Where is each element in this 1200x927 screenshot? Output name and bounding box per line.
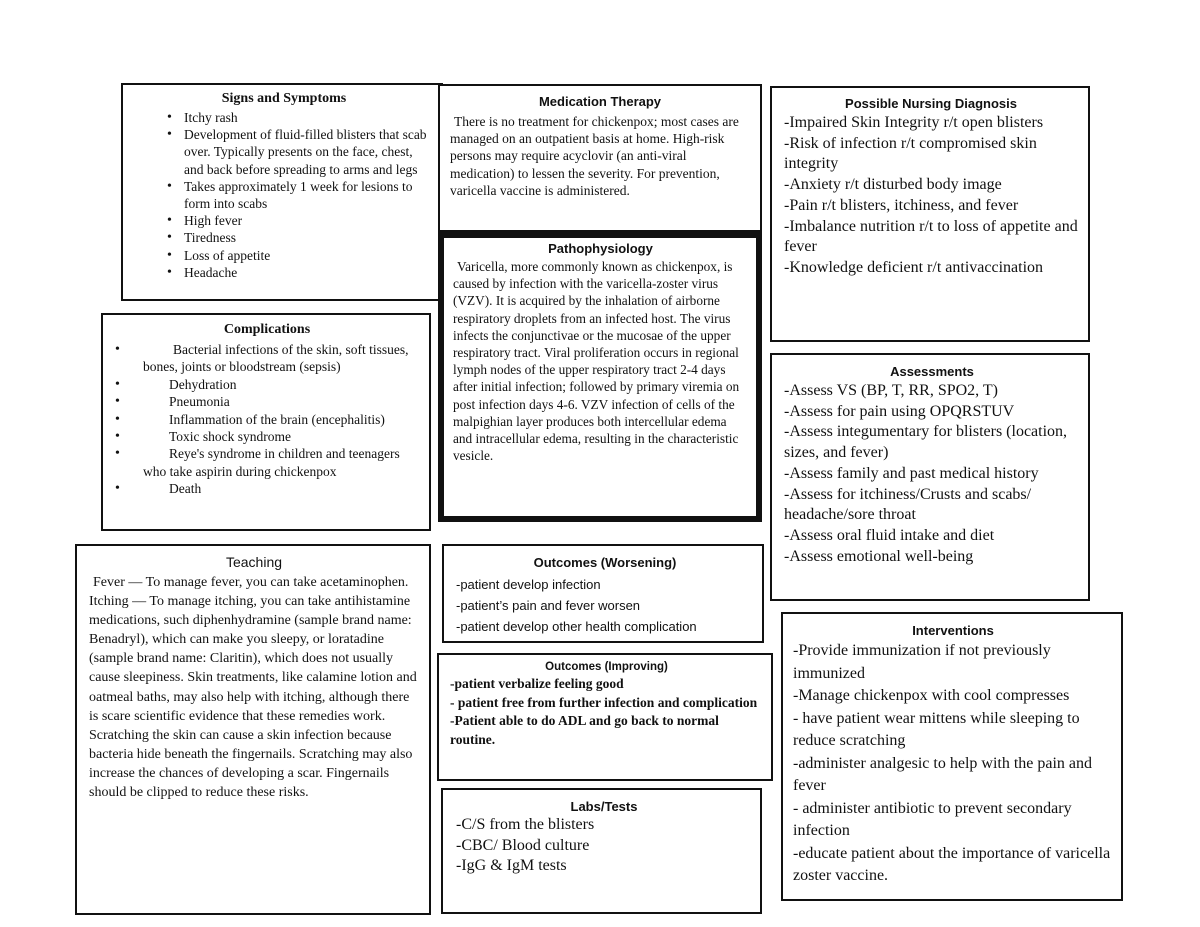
teaching-text	[89, 573, 419, 802]
list-item: -Impaired Skin Integrity r/t open blisters	[784, 114, 1044, 131]
complications-box	[101, 313, 431, 531]
interventions-title: Interventions	[912, 623, 994, 638]
list-item: -administer analgesic to help with the pain and fever	[793, 754, 1093, 794]
pathophysiology-text: Varicella, more commonly known as chickenpox, is caused by infection with the varicella-zoster virus (VZV). It is acquired by the inhalation of airborne respiratory droplets from an infected host. The virus infects the conjunctivae or the mucosae of the upper respiratory tract. Viral proliferation occurs in regional lymph nodes of the upper respiratory tract 2-4 days after initial infection; followed by primary viremia on post infection days 4-6. VZV infection of cells of the malpighian layer produces both intercellular edema and intracellular edema, resulting in the characteristic vesicle.	[453, 259, 740, 464]
medication-text: There is no treatment for chickenpox; most cases are managed on an outpatient basis at home. High-risk persons may require acyclovir (an anti-viral medication) to lessen the severity. For prevention, varicella vaccine is administered.	[450, 114, 739, 198]
list-item: -patient develop other health complication	[456, 619, 697, 634]
teaching-title: Teaching	[225, 554, 283, 570]
list-item: -educate patient about the importance of varicella zoster vaccine.	[793, 844, 1111, 884]
list-item	[135, 212, 433, 229]
teaching-paragraph: Scratching the skin can cause a skin infection because bacteria hide beneath the fingernails. Scratching may also increase the chances of developing a scar. Fingernails should be clipped to reduce these risks.	[89, 727, 413, 801]
list-item-text: Tiredness	[184, 230, 237, 246]
list-item: -Assess VS (BP, T, RR, SPO2, T)	[784, 382, 998, 399]
list-item-text: Loss of appetite	[184, 247, 271, 263]
list-item-text: High fever	[184, 213, 243, 229]
signs-box	[121, 83, 443, 301]
list-item-text: Itchy rash	[184, 110, 238, 125]
list-item	[135, 126, 433, 178]
list-item: -Patient able to do ADL and go back to normal routine.	[450, 713, 719, 747]
list-item	[113, 393, 421, 410]
list-item: -C/S from the blisters	[456, 816, 595, 833]
list-item: -patient verbalize feeling good	[450, 676, 624, 691]
teaching-box	[75, 544, 431, 915]
list-item-text: Takes approximately 1 week for lesions to form into scabs	[184, 178, 413, 212]
list-item: -Knowledge deficient r/t antivaccination	[784, 258, 1044, 276]
outcomes-improving-list	[450, 675, 763, 749]
labs-tests-list	[456, 815, 752, 877]
outcomes-worsening-box	[442, 544, 764, 643]
list-item-text: Death	[169, 481, 202, 497]
teaching-paragraph: Fever — To manage fever, you can take acetaminophen.	[93, 575, 409, 590]
list-item: - patient free from further infection and complication	[450, 694, 758, 710]
medication-title: Medication Therapy	[538, 94, 662, 109]
list-item: -Provide immunization if not previously immunized	[793, 642, 1051, 682]
list-item	[113, 480, 421, 497]
assessments-title: Assessments	[890, 364, 974, 379]
list-item	[113, 341, 421, 376]
complications-list	[113, 341, 421, 498]
list-item: -Risk of infection r/t compromised skin integrity	[784, 134, 1037, 173]
list-item: -Assess for pain using OPQRSTUV	[784, 402, 1015, 420]
list-item-text: Headache	[184, 264, 238, 280]
list-item: -Pain r/t blisters, itchiness, and fever	[784, 196, 1019, 214]
list-item: -IgG & IgM tests	[456, 857, 567, 875]
list-item: -Assess emotional well-being	[784, 547, 974, 565]
outcomes-worsening-title: Outcomes (Worsening)	[533, 555, 677, 570]
list-item: -Manage chickenpox with cool compresses	[793, 687, 1070, 704]
complications-title: Complications	[223, 322, 311, 337]
nursing-diagnosis-box	[770, 86, 1090, 342]
list-item	[113, 445, 421, 480]
list-item	[135, 247, 433, 264]
pathophysiology-title: Pathophysiology	[548, 241, 653, 256]
medication-box	[438, 84, 762, 232]
list-item: -Assess oral fluid intake and diet	[784, 526, 995, 544]
nursing-diagnosis-title: Possible Nursing Diagnosis	[845, 96, 1017, 111]
list-item-text: Inflammation of the brain (encephalitis)	[169, 411, 385, 427]
list-item: -Assess for itchiness/Crusts and scabs/ headache/sore throat	[784, 485, 1032, 524]
outcomes-improving-title: Outcomes (Improving)	[545, 661, 668, 673]
list-item	[135, 229, 433, 246]
list-item	[113, 411, 421, 428]
list-item-text: Toxic shock syndrome	[169, 429, 292, 445]
teaching-paragraph: Itching — To manage itching, you can take antihistamine medications, such diphenhydramine (sample brand name: Benadryl), which can make you sleepy, or loratadine (sample brand name: Claritin), which does not usually cause sleepiness. Skin treatments, like calamine lotion and oatmeal baths, may also help with itching, although there is scare scientific evidence that these remedies work.	[89, 594, 417, 724]
list-item: -Assess integumentary for blisters (location, sizes, and fever)	[784, 423, 1068, 462]
list-item: -patient develop infection	[456, 577, 601, 592]
signs-title: Signs and Symptoms	[221, 91, 347, 106]
list-item: -Assess family and past medical history	[784, 464, 1039, 482]
outcomes-worsening-list	[456, 574, 754, 637]
list-item: -Anxiety r/t disturbed body image	[784, 176, 1002, 194]
list-item-text: • Reye's syndrome in children and teenagers who take aspirin during chickenpox	[143, 446, 400, 479]
list-item	[113, 376, 421, 393]
interventions-box	[781, 612, 1123, 901]
labs-tests-box	[441, 788, 762, 914]
signs-list	[135, 109, 433, 281]
list-item-text: Development of fluid-filled blisters that scab over. Typically presents on the face, chest, and back before spreading to arms and legs	[184, 127, 427, 177]
list-item	[113, 428, 421, 445]
list-item: -Imbalance nutrition r/t to loss of appetite and fever	[784, 217, 1078, 256]
list-item-text: Pneumonia	[169, 394, 230, 410]
list-item	[135, 109, 433, 126]
nursing-diagnosis-list	[784, 113, 1078, 279]
list-item: - administer antibiotic to prevent secondary infection	[793, 799, 1072, 839]
list-item-text: Dehydration	[169, 376, 237, 392]
list-item: -CBC/ Blood culture	[456, 836, 590, 854]
interventions-list	[793, 640, 1113, 888]
list-item	[135, 178, 433, 212]
list-item	[135, 264, 433, 281]
list-item-text: • Bacterial infections of the skin, soft tissues, bones, joints or bloodstream (sepsis)	[143, 342, 409, 375]
outcomes-improving-box	[437, 653, 773, 781]
assessments-box	[770, 353, 1090, 601]
labs-tests-title: Labs/Tests	[570, 799, 638, 814]
pathophysiology-box	[438, 232, 762, 522]
list-item: -patient’s pain and fever worsen	[456, 598, 641, 613]
assessments-list	[784, 381, 1080, 567]
list-item: - have patient wear mittens while sleeping to reduce scratching	[793, 709, 1080, 749]
